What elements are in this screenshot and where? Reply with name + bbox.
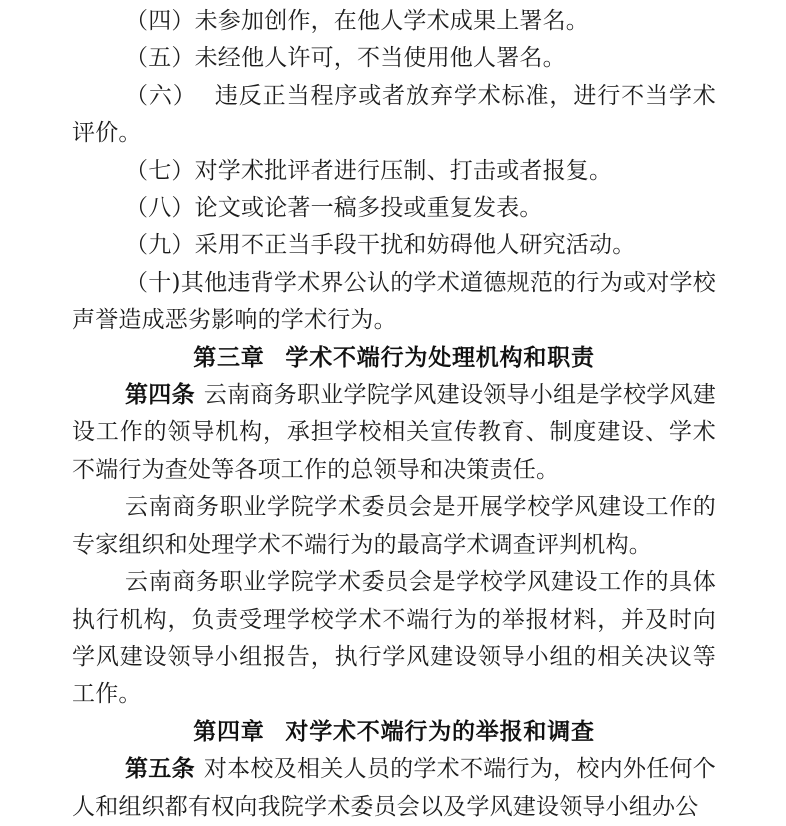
chapter-heading-3: 第三章 学术不端行为处理机构和职责 xyxy=(193,344,595,371)
article-5-text: 对本校及相关人员的学术不端行为，校内外任何个人和组织都有权向我院学术委员会以及学风建设领导小组办公 xyxy=(72,756,716,820)
clause-item-7: （七）对学术批评者进行压制、打击或者报复。 xyxy=(125,157,613,184)
article-5-label: 第五条 xyxy=(125,756,195,783)
clause-item-4: （四）未参加创作，在他人学术成果上署名。 xyxy=(125,8,589,34)
clause-item-6: （六） 违反正当程序或者放弃学术标准，进行不当学术评价。 xyxy=(72,82,716,147)
clause-item-9: （九）采用不正当手段干扰和妨碍他人研究活动。 xyxy=(125,232,636,259)
article-4-paragraph xyxy=(72,377,716,489)
article-4-text: 云南商务职业学院学风建设领导小组是学校学风建设工作的领导机构，承担学校相关宣传教育、制度建设、学术不端行为查处等各项工作的总领导和决策责任。 xyxy=(72,382,716,483)
article-4-label: 第四条 xyxy=(125,382,195,409)
committee-role-paragraph: 云南商务职业学院学术委员会是开展学校学风建设工作的专家组织和处理学术不端行为的最高学术调查评判机构。 xyxy=(72,494,716,558)
committee-exec-paragraph: 云南商务职业学院学术委员会是学校学风建设工作的具体执行机构，负责受理学校学术不端行为的举报材料，并及时向学风建设领导小组报告，执行学风建设领导小组的相关决议等工作。 xyxy=(72,569,716,708)
clause-item-10: （十)其他违背学术界公认的学术道德规范的行为或对学校声誉造成恶劣影响的学术行为。 xyxy=(72,269,716,334)
article-5-paragraph xyxy=(72,751,716,826)
clause-item-8: （八）论文或论著一稿多投或重复发表。 xyxy=(125,195,543,222)
chapter-heading-4: 第四章 对学术不端行为的举报和调查 xyxy=(193,718,595,745)
clause-item-5: （五）未经他人许可，不当使用他人署名。 xyxy=(125,45,566,72)
